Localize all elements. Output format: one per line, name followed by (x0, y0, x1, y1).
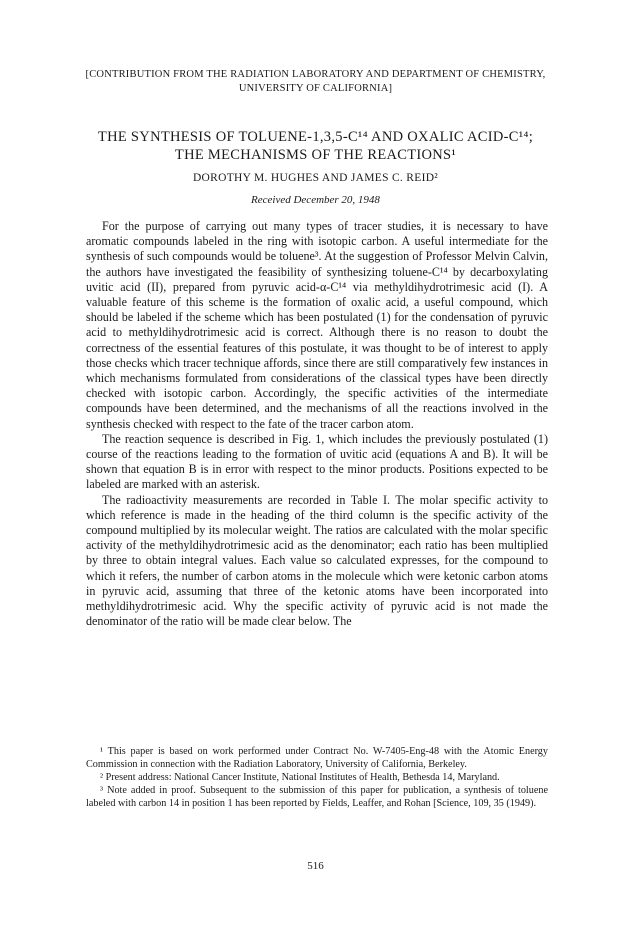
paragraph-2: The reaction sequence is described in Fig. 1, which includes the previously postulated (1) course of the reactions leading to the formation of uvitic acid (equations A and B). It will be shown that equation B is in error with respect to the minor products. Positions expected to be labeled are marked with an asterisk. (86, 431, 548, 492)
title-line-2: THE MECHANISMS OF THE REACTIONS¹ (174, 147, 457, 163)
footnote-3: ³ Note added in proof. Subsequent to the submission of this paper for publication, a synthesis of toluene labeled with carbon 14 in position 1 has been reported by Fields, Leaffer, and Rohan [Science, 109, 35 (1949). (86, 785, 548, 809)
affiliation-line-2: UNIVERSITY OF CALIFORNIA] (238, 83, 393, 94)
footnote-2: ² Present address: National Cancer Institute, National Institutes of Health, Bethesda 14, Maryland. (100, 772, 500, 783)
footnote-1: ¹ This paper is based on work performed under Contract No. W-7405-Eng-48 with the Atomic Energy Commission in connection with the Radiation Laboratory, University of California, Berkeley. (86, 746, 548, 770)
footnotes (86, 745, 548, 810)
received-date: Received December 20, 1948 (251, 194, 380, 206)
page-number: 516 (307, 860, 324, 872)
article-title (60, 128, 571, 164)
affiliation-header (60, 68, 571, 96)
title-line-1: THE SYNTHESIS OF TOLUENE-1,3,5-C¹⁴ AND OXALIC ACID-C¹⁴; (97, 129, 534, 145)
article-body (86, 219, 548, 629)
paragraph-1: For the purpose of carrying out many types of tracer studies, it is necessary to have aromatic compounds labeled in the ring with isotopic carbon. A useful intermediate for the synthesis of such compounds would be toluene³. At the suggestion of Professor Melvin Calvin, the authors have investigated the feasibility of synthesizing toluene-C¹⁴ by decarboxylating uvitic acid (II), prepared from pyruvic acid-α-C¹⁴ via methyldihydrotrimesic acid (I). A valuable feature of this scheme is the formation of oxalic acid, a useful compound, which should be labeled if the scheme which has been postulated (1) for the condensation of pyruvic acid to methyldihydrotrimesic acid is correct. Although there is no reason to doubt the correctness of the essential features of this postulate, it was thought to be of interest to apply those checks which tracer technique affords, since there are still comparatively few instances in which mechanisms formulated from considerations of the classical types have been directly checked with isotopic carbon. Accordingly, the specific activities of the intermediate compounds have been determined, and the mechanisms of all the reactions involved in the synthesis checked with respect to the fate of the tracer carbon atom. (86, 219, 548, 431)
paragraph-3: The radioactivity measurements are recorded in Table I. The molar specific activity to which reference is made in the heading of the third column is the specific activity of the compound multiplied by its molecular weight. The ratios are calculated with the molar specific activity of the methyldihydrotrimesic acid as the denominator; each ratio has been multiplied by three to obtain integral values. Each value so calculated expresses, for the compound to which it refers, the number of carbon atoms in the molecule which were ketonic carbon atoms in pyruvic acid, assuming that three of the ketonic atoms have been incorporated into methyldihydrotrimesic acid. Why the specific activity of pyruvic acid is not made the denominator of the ratio will be made clear below. The (86, 492, 548, 629)
authors: DOROTHY M. HUGHES AND JAMES C. REID² (192, 172, 439, 184)
affiliation-line-1: [CONTRIBUTION FROM THE RADIATION LABORATORY AND DEPARTMENT OF CHEMISTRY, (85, 69, 546, 80)
